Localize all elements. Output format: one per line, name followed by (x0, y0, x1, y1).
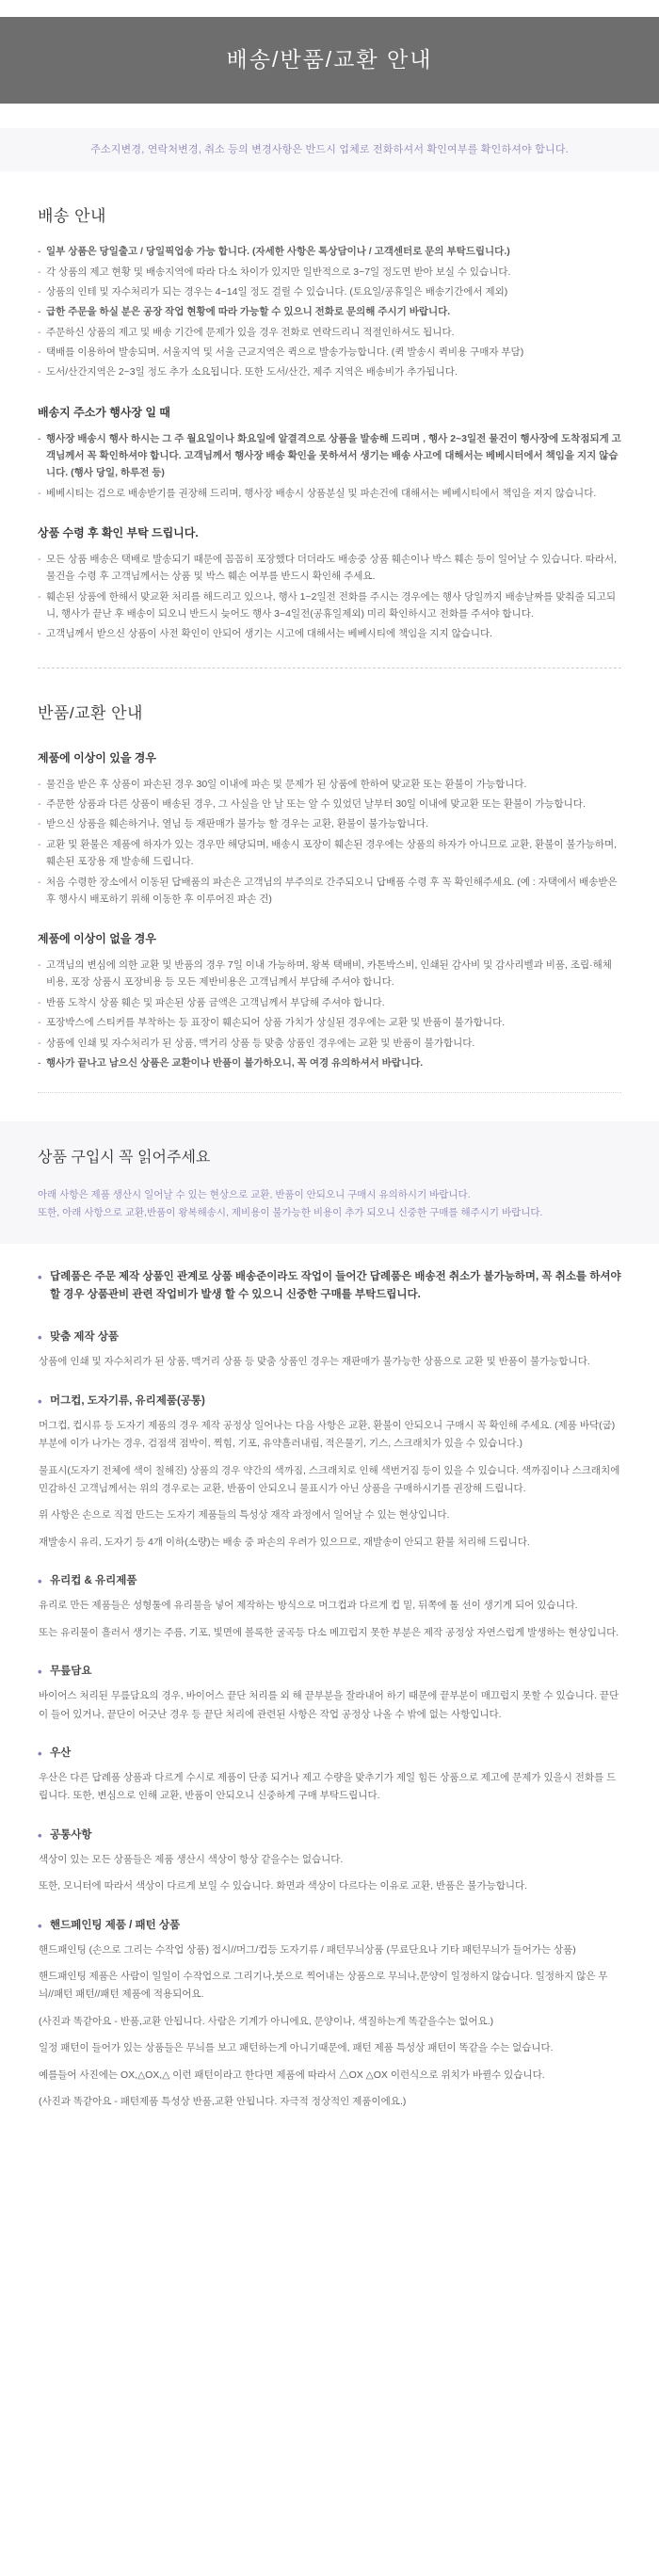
shipping-list-item: - 도서/산간지역은 2~3일 정도 추가 소요됩니다. 또한 도서/산간, 제주 지역은 배송비가 추가됩니다. (38, 363, 621, 380)
address-list-item: - 베베시티는 검으로 배송받기를 권장해 드리며, 행사장 배송시 상품분실 및 파손건에 대해서는 베베시티에서 책임을 져지 않습니다. (38, 485, 621, 502)
faq-answer-paragraph: 유리로 만든 제품들은 성형툴에 유리물을 넣어 제작하는 방식으로 머그컵과 다르게 컵 밑, 뒤쪽에 톨 선이 생기게 되어 있습니다. (39, 1600, 578, 1612)
address-heading: 배송지 주소가 행사장 일 때 (38, 405, 170, 419)
faq-item (38, 1572, 621, 1642)
faq-answer-paragraph: 색상이 있는 모든 상품들은 제품 생산시 색상이 항상 같을수는 없습니다. (39, 1853, 344, 1865)
confirm-list-item: - 고객님께서 받으신 상품이 사전 확인이 안되어 생기는 시고에 대해서는 베베시티에 책임을 지지 않습니다. (38, 625, 621, 642)
faq-answer-paragraph: 또는 유리물이 흘러서 생기는 주름, 기포, 빛면에 볼록한 굴곡등 다소 메끄럽지 못한 부분은 제작 공정상 자연스럽게 발생하는 현상입니다. (39, 1626, 619, 1638)
faq-answer-paragraph: (사진과 똑같아요 - 패턴제품 특성상 반품,교환 안됩니다. 자극적 정상적인 제품이에요.) (39, 2096, 407, 2108)
faq-answer-paragraph: 물표시(도자기 전체에 색이 칠해진) 상품의 경우 약간의 색까짐, 스크래치로 인해 색번거짐 등이 있을 수 있습니다. 색까짐이나 스크래치에 민감하신 고객님께서는 위의 경우로는 교환, 반품이 안되오니 물표시가 아닌 상품을 구매하시기를 권장해 드립니다. (39, 1464, 620, 1495)
faq-answer-paragraph: 우산은 다른 답례품 상품과 다르게 수시로 제품이 단종 되거나 제고 수량을 맞추기가 제일 힘든 상품으로 제고에 문제가 있을시 전화를 드립니다. 또한, 변심으로 인해 교환, 반품이 안되오니 신중하게 구매 부탁드립니다. (39, 1771, 617, 1802)
confirm-list-item: - 훼손된 상품에 한해서 맞교환 처리를 해드리고 있으나, 행사 1~2일전 전화를 주시는 경우에는 행사 당일까지 배송날짜를 맞춰줄 되고되니, 행사가 끝난 후 배송이 되오니 반드시 늦어도 행사 3~4일전(공휴일제외) 미리 확인하시고 전화를 주셔야 합니다. (38, 588, 621, 623)
defect-list-item: - 주문한 상품과 다른 상품이 배송된 경우, 그 사실을 안 날 또는 알 수 있었던 날부터 30일 이내에 맞교환 또는 환불이 가능합니다. (38, 796, 621, 813)
hero-banner (0, 17, 659, 104)
faq-answer (38, 1417, 621, 1553)
faq-section (0, 1244, 659, 2179)
faq-question: • 유리컵 & 유리제품 (38, 1572, 621, 1590)
faq-question: • 공통사항 (38, 1827, 621, 1844)
shipping-list-item: - 택배를 이용하여 발송되며, 서울지역 및 서울 근교지역은 퀵으로 발송가능합니다. (퀵 발송시 퀵비용 구매자 부담) (38, 344, 621, 361)
nodefect-list-item: - 포장박스에 스티커를 부착하는 등 표장이 훼손되어 상품 가치가 상실된 경우에는 교환 및 반품이 불가합니다. (38, 1014, 621, 1031)
faq-answer-paragraph: 또한, 모니터에 따라서 색상이 다르게 보일 수 있습니다. 화면과 색상이 다르다는 이유로 교환, 반품은 불가능합니다. (39, 1880, 528, 1892)
defect-list (38, 776, 621, 909)
purchase-heading: 상품 구입시 꼭 읽어주세요 (38, 1150, 211, 1167)
notice-bar (0, 128, 659, 171)
defect-list-item: - 교환 및 환불은 제품에 하자가 있는 경우만 해당되며, 배송시 포장이 훼손된 경우에는 상품의 하자가 아니므로 교환, 환불이 불가능하며, 훼손된 포장용 재 발송해 드립니다. (38, 836, 621, 871)
shipping-list-item: - 각 상품의 제고 현황 및 배송지역에 따라 다소 차이가 있지만 일반적으로 3~7일 정도면 받아 보실 수 있습니다. (38, 264, 621, 281)
defect-list-item: - 받으신 상품을 훼손하거나, 열님 등 재판매가 불가능 할 경우는 교환, 환불이 불가능합니다. (38, 815, 621, 832)
shipping-section (0, 203, 659, 643)
nodefect-list-item: - 상품에 인쇄 및 자수처리가 된 상품, 맥거리 상품 등 맞춤 상품인 경우에는 교환 및 반품이 불가합니다. (38, 1035, 621, 1052)
faq-question: • 맞춤 제작 상품 (38, 1328, 621, 1346)
purchase-note-line2: 또한, 아래 사항으로 교환,반품이 왕복해송시, 제비용이 불가능한 비용이 추가 되오니 신중한 구매를 해주시기 바랍니다. (38, 1206, 543, 1218)
nodefect-heading: 제품에 이상이 없을 경우 (38, 932, 156, 946)
faq-item (38, 1393, 621, 1553)
faq-answer-paragraph: 핸드패인팅 제품은 사람이 일일이 수작업으로 그리기나,붓으로 찍어내는 상품으로 무늬나,문양이 일정하지 않습니다. 일정하지 않은 무늬//패턴 패턴//패턴 제품에 적용되어요. (39, 1970, 608, 2001)
page-title: 배송/반품/교환 안내 (226, 47, 433, 72)
faq-answer-paragraph: 바이어스 처리된 무릎담요의 경우, 바이어스 끝단 처리를 외 해 끝부분을 잘라내어 하기 때문에 끝부분이 매끄럽지 못할 수 있습니다. 끝단이 들어 있거나, 끝단이 어긋난 경우 등 끝단 처리에 관련된 사항은 작업 공정상 나올 수 밖에 없는 사항입니다. (39, 1690, 619, 1720)
faq-answer (38, 1941, 621, 2112)
faq-item (38, 1745, 621, 1806)
defect-heading: 제품에 이상이 있을 경우 (38, 750, 156, 765)
faq-top-item (38, 1268, 621, 1304)
purchase-note-line1: 아래 사항은 제품 생산시 일어날 수 있는 현상으로 교환, 반품이 안되오니 구매시 유의하시기 바랍니다. (38, 1188, 471, 1200)
divider-2 (38, 1092, 621, 1093)
faq-top-text: • 답례품은 주문 제작 상품인 관계로 상품 배송준이라도 작업이 들어간 답례품은 배송전 취소가 불가능하며, 꼭 취소를 하셔야 할 경우 상품관비 관련 작업비가 발생 할 수 있으니 신중한 구매를 부탁드립니다. (38, 1268, 621, 1304)
faq-answer-paragraph: 머그컵, 컵시류 등 도자기 제품의 경우 제작 공정상 일어나는 다음 사항은 교환, 환불이 안되오니 구매시 꼭 확인해 주세요. (제품 바닥(굽)부분에 이가 나가는 경우, 검점색 점박이, 찍힘, 기포, 유약흘러내림, 적은물기, 기스, 스크래치가 있을 수 있습니다.) (39, 1419, 616, 1450)
faq-item (38, 1328, 621, 1371)
purchase-notice-box (0, 1121, 659, 1244)
faq-item (38, 1663, 621, 1724)
page-root (0, 17, 659, 2179)
faq-answer-paragraph: (사진과 똑같아요 - 반품,교환 안됩니다. 사람은 기계가 아니에요, 문양이나, 색질하는게 똑같을수는 없어요.) (39, 2015, 494, 2027)
faq-answer-paragraph: 재발송시 유리, 도자기 등 4개 이하(소량)는 배송 중 파손의 우려가 있으므로, 재발송이 안되고 환불 처리해 드립니다. (39, 1536, 530, 1548)
faq-answer (38, 1851, 621, 1896)
confirm-list-item: - 모든 상품 배송은 택배로 발송되기 때문에 꼼꼼히 포장했다 더더라도 배송중 상품 훼손이나 박스 훼손 등이 일어날 수 있습니다. 따라서, 물건을 수령 후 고객님께서는 상품 및 박스 훼손 여부를 반드시 확인해 주세요. (38, 551, 621, 586)
faq-question: • 무릎담요 (38, 1663, 621, 1681)
defect-list-item: - 물건을 받은 후 상품이 파손된 경우 30일 이내에 파손 및 문제가 된 상품에 한하여 맞교환 또는 환불이 가능합니다. (38, 776, 621, 793)
faq-list (38, 1328, 621, 2111)
faq-answer (38, 1769, 621, 1806)
nodefect-list-item: - 행사가 끝나고 남으신 상품은 교환이나 반품이 불가하오니, 꼭 여경 유의하셔서 바랍니다. (38, 1055, 621, 1071)
faq-answer (38, 1353, 621, 1371)
return-section (0, 700, 659, 1072)
faq-answer-paragraph: 예를들어 사진에는 OX,△OX,△ 이런 패턴이라고 한다면 제품에 따라서 △OX △OX 이런식으로 위치가 바뀔수 있습니다. (39, 2069, 545, 2081)
confirm-heading: 상품 수령 후 확인 부탁 드립니다. (38, 526, 199, 540)
faq-question: • 핸드페인팅 제품 / 패턴 상품 (38, 1917, 621, 1935)
faq-answer (38, 1687, 621, 1724)
address-list-item: - 행사장 배송시 행사 하시는 그 주 월요일이나 화요일에 알결격으로 상품을 발송해 드리며 , 행사 2~3일전 물건이 행사장에 도착점되게 고객님께서 꼭 확인하셔야 합니다. 고객님께서 행사장 배송 확인을 못하셔서 생기는 배송 사고에 대해서는 베베시터에서 책임을 지지 않습니다. (행사 당일, 하루전 등) (38, 430, 621, 482)
defect-list-item: - 처음 수령한 장소에서 이동된 답배품의 파손은 고객님의 부주의로 간주되오니 답배품 수령 후 꼭 확인해주세요. (예 : 자택에서 배송받은 후 행사시 배포하기 위해 이동한 후 이루어진 파손 건) (38, 874, 621, 909)
nodefect-list-item: - 고객님의 변심에 의한 교환 및 반품의 경우 7일 이내 가능하며, 왕복 택배비, 카톤박스비, 인쇄된 감사비 및 감사리벨과 비품, 조립·해체비용, 포장 상품시 포장비용 등 모든 제반비용은 고객님께서 부담해 주셔야 합니다. (38, 957, 621, 991)
faq-answer (38, 1597, 621, 1642)
address-list (38, 430, 621, 503)
faq-item (38, 1827, 621, 1896)
confirm-list (38, 551, 621, 643)
notice-text: 주소지변경, 연락처변경, 취소 등의 변경사항은 반드시 업체로 전화하셔서 확인여부를 확인하셔야 합니다. (90, 144, 569, 155)
faq-item (38, 1917, 621, 2112)
faq-answer-paragraph: 위 사항은 손으로 직접 만드는 도자기 제품들의 특성상 재작 과정에서 일어날 수 있는 현상입니다. (39, 1509, 450, 1521)
shipping-list-item: - 일부 상품은 당일출고 / 당일픽업송 가능 합니다. (자세한 사항은 톡상담이나 / 고객센터로 문의 부탁드립니다.) (38, 243, 621, 260)
faq-question: • 우산 (38, 1745, 621, 1763)
faq-answer-paragraph: 상품에 인쇄 및 자수처리가 된 상품, 맥거리 상품 등 맞춤 상품인 경우는 재판매가 불가능한 상품으로 교환 및 반품이 불가능합니다. (39, 1356, 590, 1368)
return-heading: 반품/교환 안내 (38, 703, 143, 722)
faq-answer-paragraph: 일정 패턴이 들어가 있는 상품들은 무늬를 보고 패턴하는게 아니기때문에, 패턴 제품 특성상 패턴이 똑같을 수는 없습니다. (39, 2042, 554, 2054)
nodefect-list (38, 957, 621, 1071)
shipping-list-item: - 주문하신 상품의 제고 및 배송 기간에 문제가 있을 경우 전화로 연락드리니 적절인하셔도 됩니다. (38, 324, 621, 341)
shipping-list-item: - 급한 주문을 하실 분은 공장 작업 현황에 따라 가능할 수 있으니 전화로 문의해 주시기 바랍니다. (38, 303, 621, 320)
nodefect-list-item: - 반품 도착시 상품 훼손 및 파손된 상품 금액은 고객님께서 부담해 주셔야 합니다. (38, 994, 621, 1011)
faq-answer-paragraph: 핸드패인팅 (손으로 그리는 수작업 상품) 접시//머그/컵등 도자기류 / 패턴무늬상품 (무료단요나 기타 패턴무늬가 들어가는 상품) (39, 1943, 576, 1956)
faq-question: • 머그컵, 도자기류, 유리제품(공통) (38, 1393, 621, 1410)
shipping-heading: 배송 안내 (38, 207, 106, 226)
shipping-list-item: - 상품의 인테 및 자수처리가 되는 경우는 4~14일 정도 걸릴 수 있습니다. (토요일/공휴일은 배송기간에서 제외) (38, 283, 621, 300)
shipping-list (38, 243, 621, 381)
